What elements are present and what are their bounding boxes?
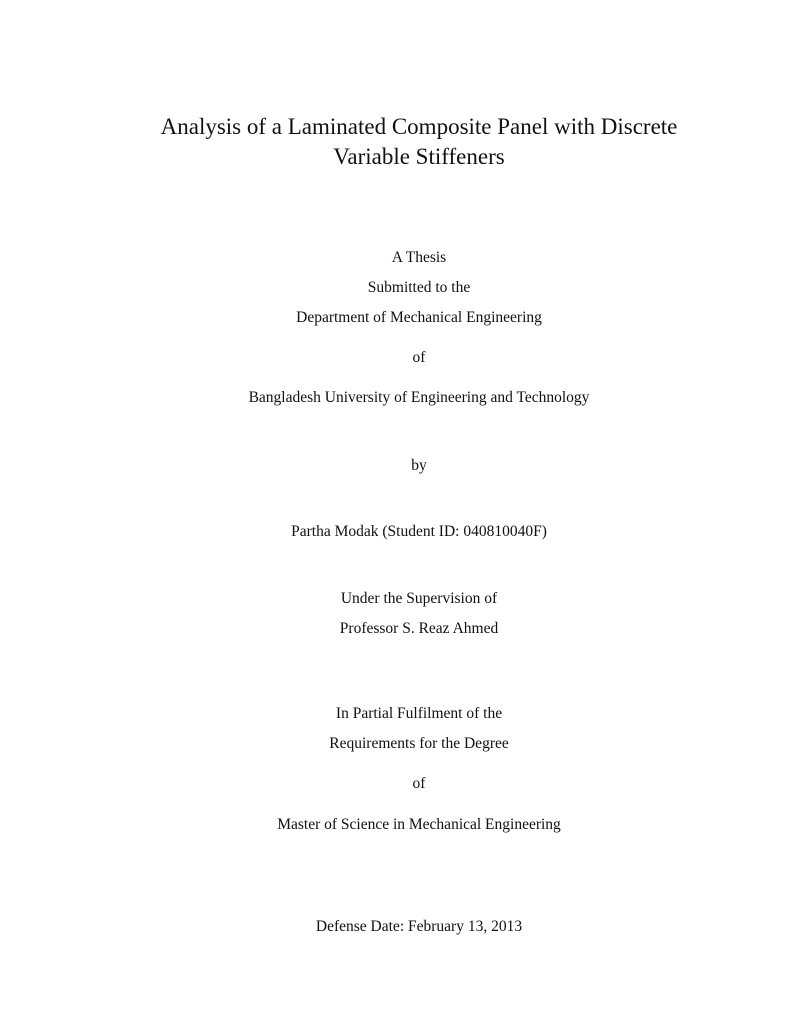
submitted-to-label: Submitted to the — [367, 279, 471, 296]
supervisor-name: Professor S. Reaz Ahmed — [339, 620, 499, 637]
author-name: Partha Modak (Student ID: 040810040F) — [291, 523, 547, 540]
by-label: by — [411, 457, 427, 474]
supervision-label: Under the Supervision of — [340, 590, 498, 607]
university-name: Bangladesh University of Engineering and Technology — [248, 389, 590, 406]
thesis-title-line-2: Variable Stiffeners — [333, 144, 505, 169]
department-name: Department of Mechanical Engineering — [296, 309, 542, 326]
of-degree-connector: of — [412, 775, 426, 792]
thesis-title-line-1: Analysis of a Laminated Composite Panel with Discrete — [160, 114, 678, 139]
degree-name: Master of Science in Mechanical Engineering — [277, 816, 561, 833]
defense-date: Defense Date: February 13, 2013 — [315, 918, 523, 935]
document-type: A Thesis — [391, 249, 447, 266]
of-connector: of — [412, 349, 426, 366]
fulfilment-label: In Partial Fulfilment of the — [335, 705, 503, 722]
requirements-label: Requirements for the Degree — [329, 735, 509, 752]
